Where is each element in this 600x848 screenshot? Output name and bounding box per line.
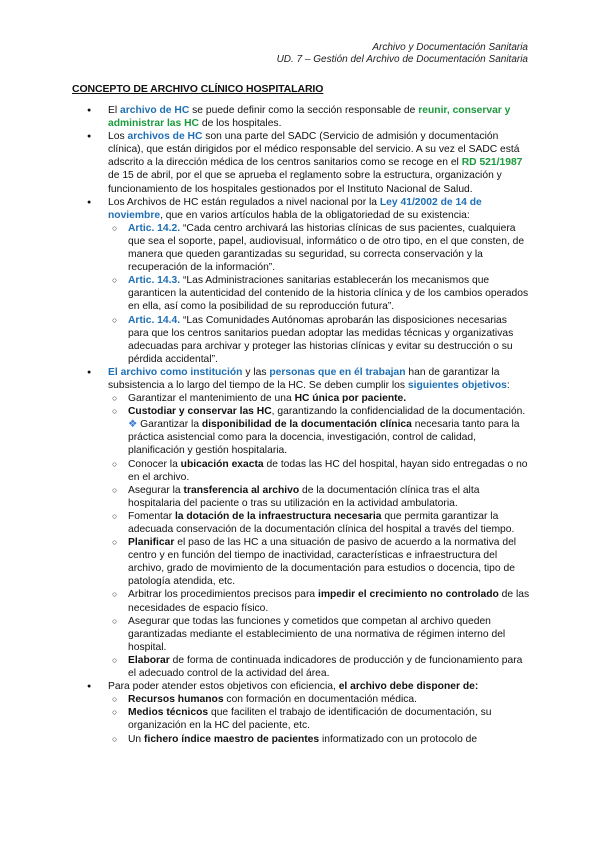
bold-text: el archivo debe disponer de:: [338, 681, 479, 693]
text: , que en varios artículos habla de la obligatoriedad de su existencia:: [160, 209, 470, 221]
objective-item: [72, 510, 530, 536]
resource-item: [72, 733, 530, 746]
text: Un: [128, 733, 145, 745]
objective-item: [72, 484, 530, 510]
bold-text: fichero índice maestro de pacientes: [144, 733, 320, 745]
bold-text: Recursos humanos: [128, 694, 224, 706]
main-list: [72, 104, 530, 746]
text: han de garantizar la subsistencia a lo largo del tiempo de la HC. Se deben cumplir los: [108, 366, 500, 391]
article-text: “Las Administraciones sanitarias establecerán los mecanismos que garanticen la autenticidad del contenido de la historia clínica y de los cambios operados en ella, así como la posibilidad de su reproducción futura”.: [128, 275, 529, 313]
header-course: Archivo y Documentación Sanitaria: [372, 42, 528, 53]
text: Asegurar la: [128, 484, 184, 496]
text: , garantizando la confidencialidad de la documentación.: [271, 406, 526, 418]
page-header: [277, 42, 528, 66]
text: Para poder atender estos objetivos con eficiencia,: [108, 681, 339, 693]
bold-text: Medios técnicos: [128, 707, 209, 719]
article-ref: Artic. 14.4.: [128, 314, 181, 326]
list-item: [72, 366, 530, 680]
articles-list: [108, 222, 530, 366]
article-text: “Cada centro archivará las historias clínicas de sus pacientes, cualquiera que sea el soporte, papel, audiovisual, informático o de otro tipo, en el que consten, de manera que queden garantizadas su seguridad, su correcta conservación y la recuperación de la información”.: [128, 222, 525, 274]
text: de las necesidades de espacio físico.: [128, 589, 530, 614]
bold-text: Elaborar: [128, 654, 170, 666]
bold-text: disponibilidad de la documentación clínica: [201, 419, 412, 431]
term-rd: RD 521/1987: [461, 157, 523, 169]
resource-item: [72, 706, 530, 732]
text: Los Archivos de HC están regulados a nivel nacional por la: [108, 196, 380, 208]
objective-item: [72, 405, 530, 457]
text: y las: [242, 366, 270, 378]
bold-text: transferencia al archivo: [183, 484, 300, 496]
article-text: “Las Comunidades Autónomas aprobarán las disposiciones necesarias para que los centros sanitarios puedan adoptar las medidas técnicas y organizativas adecuadas para archivar y proteger las historias clínicas y evitar su destrucción o su pérdida accidental”.: [128, 314, 514, 365]
text: de 15 de abril, por el que se aprueba el reglamento sobre la estructura, organización y funcionamiento de los hospitales gestionados por el Instituto Nacional de Salud.: [108, 170, 502, 195]
text: el paso de las HC a una situación de pasivo de acuerdo a la normativa del centro y en función del tiempo de inactividad, características e infraestructura del archivo, grado de movimiento de la documentación para estudios o docencia, tipo de patología atendida, etc.: [128, 537, 517, 588]
text: Fomentar: [128, 510, 175, 522]
text: que permita garantizar la adecuada conservación de la documentación clínica del hospital a través del tiempo.: [128, 510, 515, 535]
term-ley: Ley 41/2002 de 14 de noviembre: [108, 196, 482, 221]
bold-text: Custodiar y conservar las HC: [128, 406, 272, 418]
term-archivos-hc: archivos de HC: [127, 131, 203, 143]
text: necesaria tanto para la práctica asistencial como para la docencia, investigación, control de calidad, planificación y gestión hospitalaria.: [128, 419, 520, 457]
text: El: [108, 105, 121, 116]
text: Garantizar el mantenimiento de una: [128, 393, 295, 405]
list-item: [72, 680, 530, 745]
objective-item: [72, 654, 530, 680]
document-body: [72, 104, 530, 746]
bold-text: Planificar: [128, 537, 175, 549]
objective-item: [72, 458, 530, 484]
text: informatizado con un protocolo de: [319, 733, 478, 745]
resource-item: [72, 693, 530, 706]
objectives-list: [108, 392, 530, 680]
objective-item: [72, 392, 530, 405]
term-reunir: reunir, conservar y administrar las HC: [108, 105, 511, 130]
article-ref: Artic. 14.2.: [128, 222, 181, 234]
text: de la documentación clínica tras el alta hospitalaria del paciente o tras su utilización en la actividad ambulatoria.: [128, 484, 480, 509]
text: de los hospitales.: [199, 118, 282, 130]
list-item: [72, 130, 530, 195]
objective-item: [72, 536, 530, 588]
text: Conocer la: [128, 458, 181, 470]
text: que faciliten el trabajo de identificación de documentación, su organización en la HC del paciente, etc.: [128, 707, 492, 732]
term-archivo-hc: archivo de HC: [120, 105, 190, 116]
list-item: [72, 196, 530, 366]
article-item: [72, 222, 530, 274]
diamond-bullet-icon: ❖: [128, 419, 138, 431]
bold-text: la dotación de la infraestructura necesaria: [174, 510, 382, 522]
article-ref: Artic. 14.3.: [128, 275, 181, 287]
term-personas: personas que en él trabajan: [269, 366, 406, 378]
text: se puede definir como la sección responsable de: [189, 105, 419, 116]
text: Garantizar la: [137, 419, 202, 431]
text: con formación en documentación médica.: [223, 694, 418, 706]
article-item: [72, 274, 530, 313]
resources-list: [108, 693, 530, 745]
text: son una parte del SADC (Servicio de admisión y documentación clínica), que están dirigidos por el médico responsable del servicio. A su vez el SADC está adscrito a la dirección médica de los centros sanitarios como se recoge en el: [108, 131, 520, 169]
header-unit: UD. 7 – Gestión del Archivo de Documentación Sanitaria: [276, 54, 528, 65]
list-item: [72, 104, 530, 130]
text: de forma de continuada indicadores de producción y de funcionamiento para el adecuado control de la actividad del área.: [128, 654, 523, 680]
term-objetivos: siguientes objetivos: [407, 379, 507, 391]
page-title: CONCEPTO DE ARCHIVO CLÍNICO HOSPITALARIO: [72, 83, 324, 95]
text: Asegurar que todas las funciones y cometidos que competan al archivo queden garantizadas mediante el establecimiento de una normativa de régimen interno del hospital.: [128, 615, 506, 653]
article-item: [72, 314, 530, 366]
text: Arbitrar los procedimientos precisos para: [128, 589, 318, 601]
bold-text: impedir el crecimiento no controlado: [318, 589, 499, 601]
objective-item: [72, 615, 530, 654]
objective-item: [72, 588, 530, 614]
bold-text: HC única por paciente.: [294, 393, 407, 405]
text: de todas las HC del hospital, hayan sido entregadas o no en el archivo.: [128, 458, 528, 483]
text: Los: [108, 131, 128, 143]
text: :: [506, 379, 510, 391]
term-archivo-institucion: El archivo como institución: [108, 366, 243, 378]
bold-text: ubicación exacta: [180, 458, 264, 470]
